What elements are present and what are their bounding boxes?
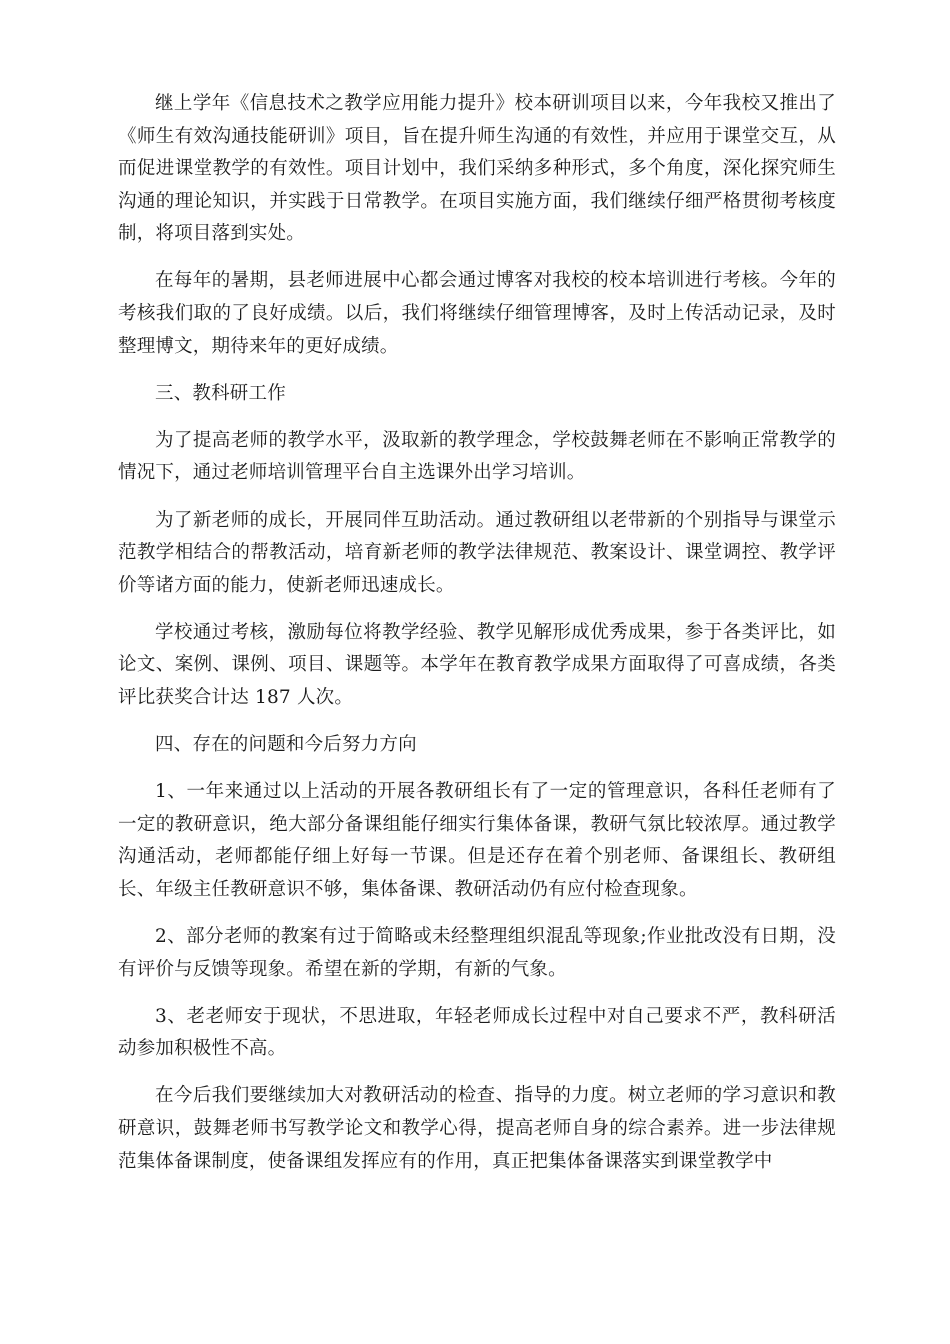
paragraph-achievements: 学校通过考核，激励每位将教学经验、教学见解形成优秀成果，参于各类评比，如论文、案例、课例、项目、课题等。本学年在教育教学成果方面取得了可喜成绩，各类评比获奖合计达 187 人次。 — [118, 621, 836, 708]
section-heading-research: 三、教科研工作 — [155, 382, 286, 404]
paragraph-blog-assessment: 在每年的暑期，县老师进展中心都会通过博客对我校的校本培训进行考核。今年的考核我们取的了良好成绩。以后，我们将继续仔细管理博客，及时上传活动记录，及时整理博文，期待来年的更好成绩。 — [118, 270, 836, 357]
paragraph-problem-2: 2、部分老师的教案有过于简略或未经整理组织混乱等现象;作业批改没有日期，没有评价与反馈等现象。希望在新的学期，有新的气象。 — [118, 926, 836, 980]
paragraph-problem-3: 3、老老师安于现状，不思进取，年轻老师成长过程中对自己要求不严，教科研活动参加积极性不高。 — [118, 1005, 836, 1060]
paragraph-project-intro: 继上学年《信息技术之教学应用能力提升》校本研训项目以来，今年我校又推出了《师生有效沟通技能研训》项目，旨在提升师生沟通的有效性，并应用于课堂交互，从而促进课堂教学的有效性。项目计划中，我们采纳多种形式，多个角度，深化探究师生沟通的理论知识，并实践于日常教学。在项目实施方面，我们继续仔细严格贯彻考核度制，将项目落到实处。 — [118, 93, 836, 245]
paragraph-peer-mentoring: 为了新老师的成长，开展同伴互助活动。通过教研组以老带新的个别指导与课堂示范教学相结合的帮教活动，培育新老师的教学法律规范、教案设计、课堂调控、教学评价等诸方面的能力，使新老师迅速成长。 — [118, 509, 836, 596]
section-heading-problems: 四、存在的问题和今后努力方向 — [155, 734, 417, 756]
paragraph-teacher-training: 为了提高老师的教学水平，汲取新的教学理念，学校鼓舞老师在不影响正常教学的情况下，通过老师培训管理平台自主选课外出学习培训。 — [118, 429, 836, 484]
paragraph-problem-1: 1、一年来通过以上活动的开展各教研组长有了一定的管理意识，各科任老师有了一定的教研意识，绝大部分备课组能仔细实行集体备课，教研气氛比较浓厚。通过教学沟通活动，老师都能仔细上好每一节课。但是还存在着个别老师、备课组长、教研组长、年级主任教研意识不够，集体备课、教研活动仍有应付检查现象。 — [118, 781, 836, 900]
paragraph-future-plan: 在今后我们要继续加大对教研活动的检查、指导的力度。树立老师的学习意识和教研意识，鼓舞老师书写教学论文和教学心得，提高老师自身的综合素养。进一步法律规范集体备课制度，使备课组发挥应有的作用，真正把集体备课落实到课堂教学中 — [118, 1085, 836, 1172]
document-body — [118, 88, 836, 1193]
